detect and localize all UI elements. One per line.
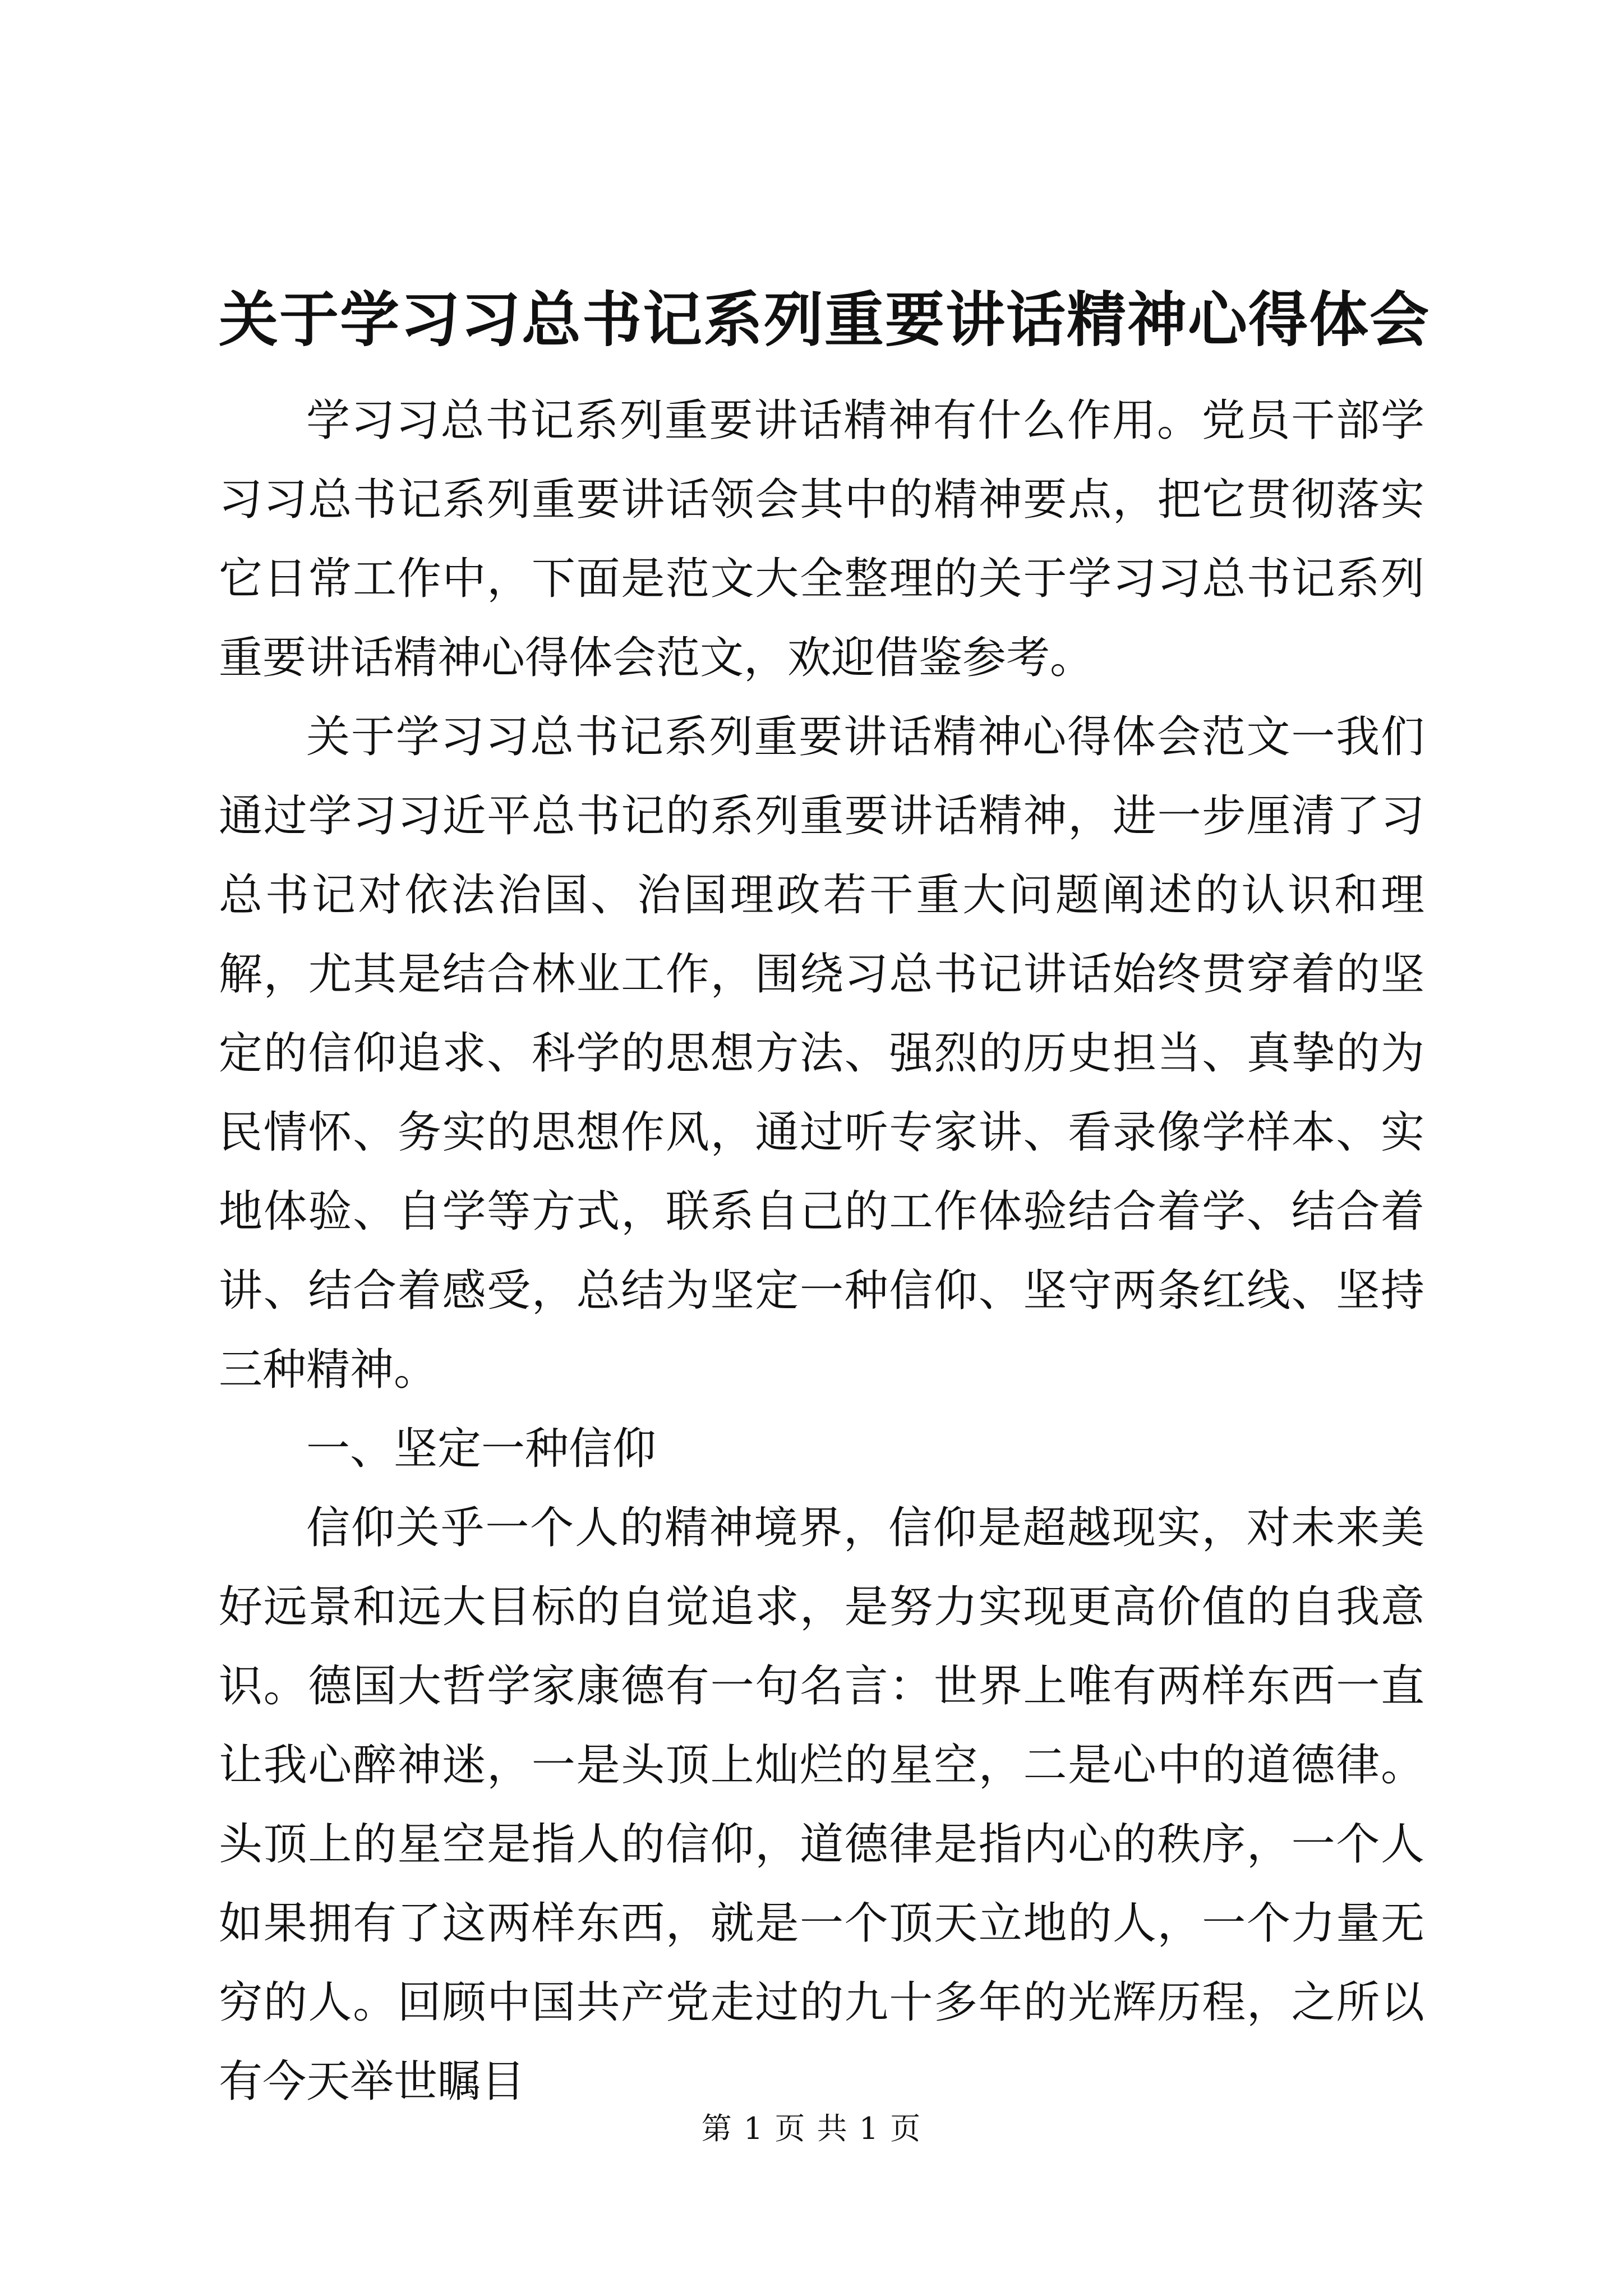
- paragraph-intro: 学习习总书记系列重要讲话精神有什么作用。党员干部学习习总书记系列重要讲话领会其中的精神要点，把它贯彻落实它日常工作中，下面是范文大全整理的关于学习习总书记系列重要讲话精神心得体会范文，欢迎借鉴参考。: [219, 395, 1424, 683]
- page-footer: 第 1 页 共 1 页: [701, 2111, 922, 2146]
- paragraph-essay-one: 关于学习习总书记系列重要讲话精神心得体会范文一我们通过学习习近平总书记的系列重要讲话精神，进一步厘清了习总书记对依法治国、治国理政若干重大问题阐述的认识和理解，尤其是结合林业工作，围绕习总书记讲话始终贯穿着的坚定的信仰追求、科学的思想方法、强烈的历史担当、真挚的为民情怀、务实的思想作风，通过听专家讲、看录像学样本、实地体验、自学等方式，联系自己的工作体验结合着学、结合着讲、结合着感受，总结为坚定一种信仰、坚守两条红线、坚持三种精神。: [219, 712, 1424, 1395]
- document-title: 关于学习习总书记系列重要讲话精神心得体会: [219, 284, 1430, 355]
- section-heading: 一、坚定一种信仰: [306, 1424, 657, 1474]
- paragraph-belief: 信仰关乎一个人的精神境界，信仰是超越现实，对未来美好远景和远大目标的自觉追求，是努力实现更高价值的自我意识。德国大哲学家康德有一句名言：世界上唯有两样东西一直让我心醉神迷，一是头顶上灿烂的星空，二是心中的道德律。头顶上的星空是指人的信仰，道德律是指内心的秩序，一个人如果拥有了这两样东西，就是一个顶天立地的人，一个力量无穷的人。回顾中国共产党走过的九十多年的光辉历程，之所以有今天举世瞩目: [219, 1503, 1424, 2107]
- document-body: [219, 381, 1424, 2122]
